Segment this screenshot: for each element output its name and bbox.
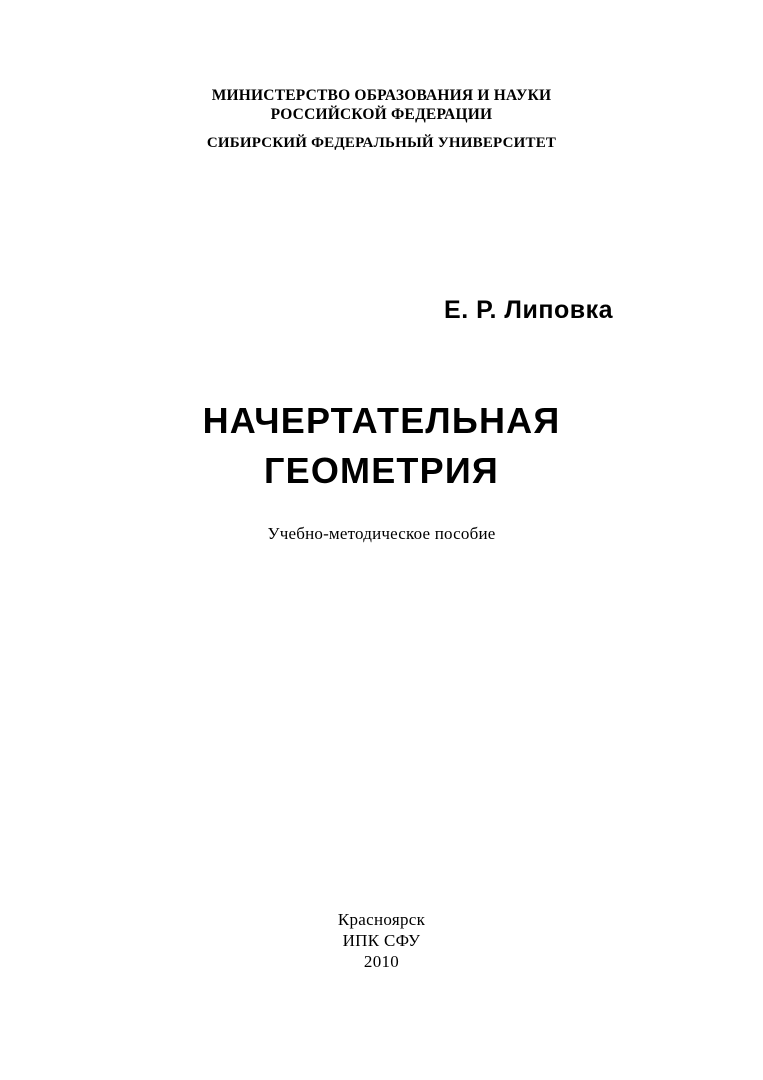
imprint-publisher: ИПК СФУ <box>342 931 421 950</box>
page-title-line-2: ГЕОМЕТРИЯ <box>264 450 499 491</box>
imprint-year: 2010 <box>363 952 400 971</box>
university-name: СИБИРСКИЙ ФЕДЕРАЛЬНЫЙ УНИВЕРСИТЕТ <box>206 135 557 151</box>
page-title <box>0 396 763 496</box>
institution-header <box>0 86 763 153</box>
page-title-line-1: НАЧЕРТАТЕЛЬНАЯ <box>202 400 561 441</box>
ministry-line-1: МИНИСТЕРСТВО ОБРАЗОВАНИЯ И НАУКИ <box>211 87 552 104</box>
author-name: Е. Р. Липовка <box>444 296 613 324</box>
imprint-block <box>0 909 763 972</box>
page-subtitle: Учебно-методическое пособие <box>267 524 496 543</box>
ministry-line-2: РОССИЙСКОЙ ФЕДЕРАЦИИ <box>270 106 493 123</box>
imprint-city: Красноярск <box>337 910 426 929</box>
